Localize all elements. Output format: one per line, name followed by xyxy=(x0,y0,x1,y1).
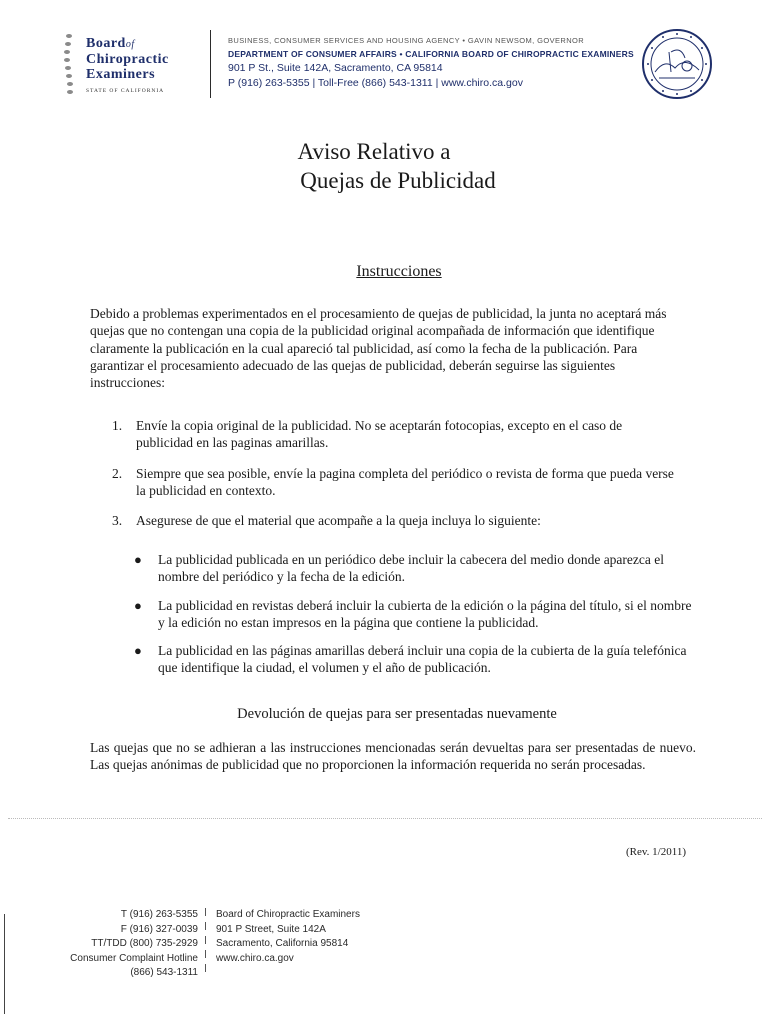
step-text: Siempre que sea posible, envíe la pagina completa del periódico o revista de forma que pueda verse la publicidad en contexto. xyxy=(136,465,674,498)
resubmission-heading: Devolución de quejas para ser presentadas nuevamente xyxy=(237,706,557,722)
bullet-icon: ● xyxy=(134,552,142,567)
footer-address xyxy=(216,908,360,966)
board-logo xyxy=(62,30,200,102)
bullet-text: La publicidad en revistas deberá incluir la cubierta de la edición o la página del título, si el nombre y la edición no estan impresos en la página que contiene la publicidad. xyxy=(158,597,692,630)
step-item xyxy=(112,512,677,529)
bullet-icon: ● xyxy=(134,643,142,659)
step-item xyxy=(112,465,677,500)
footer-phone: T (916) 263-5355 xyxy=(120,909,198,920)
bullet-item xyxy=(134,551,694,586)
dotted-divider xyxy=(8,818,762,819)
step-text: Envíe la copia original de la publicidad. No se aceptarán fotocopias, excepto en el caso de publicidad en las paginas amarillas. xyxy=(136,418,623,451)
revision-date: (Rev. 1/2011) xyxy=(626,846,686,858)
step-number: 2. xyxy=(112,465,123,481)
department-line: DEPARTMENT OF CONSUMER AFFAIRS • CALIFORNIA BOARD OF CHIROPRACTIC EXAMINERS xyxy=(228,49,634,59)
agency-line: BUSINESS, CONSUMER SERVICES AND HOUSING AGENCY • GAVIN NEWSOM, GOVERNOR xyxy=(228,36,585,45)
footer-city: Sacramento, California 95814 xyxy=(216,938,349,949)
step-number: 1. xyxy=(112,418,123,433)
logo-line1-of: of xyxy=(125,39,135,50)
closing-paragraph: Las quejas que no se adhieran a las instrucciones mencionadas serán devueltas para ser presentadas de nuevo. Las quejas anónimas de publicidad que no proporcionen la información requerida no serán procesadas. xyxy=(90,740,696,773)
instructions-heading: Instrucciones xyxy=(356,263,442,280)
footer-contact xyxy=(40,908,198,981)
instruction-steps xyxy=(112,417,677,542)
bullet-icon: ● xyxy=(134,597,142,613)
california-state-seal-icon xyxy=(641,28,713,100)
logo-subtitle: STATE OF CALIFORNIA xyxy=(86,88,165,94)
footer-divider xyxy=(205,908,206,984)
spine-icon xyxy=(62,32,76,100)
step-item xyxy=(112,417,677,452)
address-line: 901 P St., Suite 142A, Sacramento, CA 95814 xyxy=(228,62,443,74)
intro-paragraph: Debido a problemas experimentados en el procesamiento de quejas de publicidad, la junta no aceptará más quejas que no contengan una copia de la publicidad original acompañada de información que identifique claramente la publicación en la cual apareció tal publicidad, así como la fecha de la publicación. Para garantizar el procesamiento adecuado de las quejas de publicidad, deberán seguirse las siguientes instrucciones: xyxy=(90,306,667,391)
page-title-line1: Aviso Relativo a xyxy=(297,139,451,164)
bullet-text: La publicidad publicada en un periódico debe incluir la cabecera del medio donde aparezca el nombre del periódico y la fecha de la edición. xyxy=(158,552,665,585)
scan-margin-line xyxy=(4,914,5,1014)
material-bullets xyxy=(134,551,694,688)
step-number: 3. xyxy=(112,513,123,529)
logo-line2: Chiropractic xyxy=(86,52,169,67)
logo-wordmark xyxy=(86,36,169,99)
footer-tdd: TT/TDD (800) 735-2929 xyxy=(91,938,198,949)
bullet-item xyxy=(134,642,694,677)
logo-line3: Examiners xyxy=(86,67,156,82)
bullet-item xyxy=(134,597,694,632)
footer-street: 901 P Street, Suite 142A xyxy=(216,923,326,935)
letterhead-info xyxy=(228,36,634,89)
footer-hotline-number: (866) 543-1311 xyxy=(130,967,198,978)
footer-board-name: Board of Chiropractic Examiners xyxy=(216,909,360,920)
step-text: Asegurese de que el material que acompañe a la queja incluya lo siguiente: xyxy=(136,513,541,529)
letterhead-divider xyxy=(210,30,211,98)
page-title-line2: Quejas de Publicidad xyxy=(300,168,496,193)
phone-line: P (916) 263-5355 | Toll-Free (866) 543-1311 | www.chiro.ca.gov xyxy=(228,77,523,89)
bullet-text: La publicidad en las páginas amarillas deberá incluir una copia de la cubierta de la guía telefónica que identifique la ciudad, el volumen y el año de publicación. xyxy=(158,643,687,676)
footer-hotline-label: Consumer Complaint Hotline xyxy=(70,952,198,964)
footer-fax: F (916) 327-0039 xyxy=(120,923,198,935)
logo-line1: Board xyxy=(86,36,126,51)
footer-website: www.chiro.ca.gov xyxy=(216,952,294,964)
